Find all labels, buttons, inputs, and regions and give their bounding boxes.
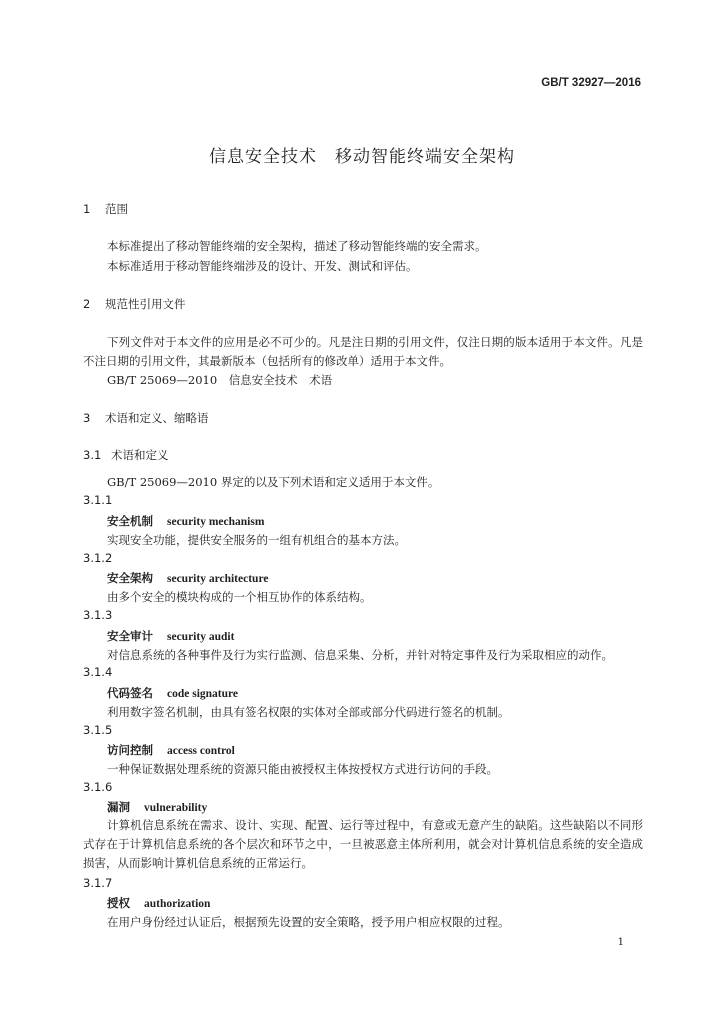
term-definition: 利用数字签名机制，由具有签名权限的实体对全部或部分代码进行签名的机制。 — [107, 705, 510, 719]
section-title: 范围 — [105, 202, 128, 216]
term-name — [107, 685, 238, 701]
term-number: 3.1.1 — [83, 493, 113, 507]
term-number: 3.1.7 — [83, 876, 113, 890]
section-title: 术语和定义 — [111, 448, 169, 462]
term-name — [107, 799, 207, 815]
document-title: 信息安全技术 移动智能终端安全架构 — [209, 147, 515, 167]
section-number: 1 — [83, 202, 91, 216]
term-definition: 在用户身份经过认证后，根据预先设置的安全策略，授予用户相应权限的过程。 — [107, 915, 510, 929]
section-2-paragraph: 下列文件对于本文件的应用是必不可少的。凡是注日期的引用文件，仅注日期的版本适用于本文件。凡是不注日期的引用文件，其最新版本（包括所有的修改单）适用于本文件。 — [83, 335, 643, 368]
term-en: vulnerability — [144, 802, 208, 814]
section-number: 3 — [83, 411, 91, 425]
term-en: security architecture — [167, 573, 269, 585]
normative-reference: GB/T 25069—2010 信息安全技术 术语 — [107, 373, 333, 387]
term-zh: 访问控制 — [107, 743, 153, 757]
term-name — [107, 895, 210, 911]
term-en: code signature — [167, 688, 239, 700]
term-zh: 授权 — [107, 896, 130, 910]
term-en: access control — [167, 745, 235, 757]
term-number: 3.1.4 — [83, 665, 113, 679]
section-3-1-heading — [83, 447, 169, 463]
term-number: 3.1.5 — [83, 723, 113, 737]
standard-number: GB/T 32927—2016 — [541, 77, 641, 89]
term-zh: 漏洞 — [107, 800, 130, 814]
term-zh: 安全机制 — [107, 514, 153, 528]
page-number: 1 — [617, 937, 624, 948]
section-1-paragraph-1: 本标准提出了移动智能终端的安全架构，描述了移动智能终端的安全需求。 — [107, 239, 487, 253]
section-1-heading — [83, 201, 128, 217]
term-zh: 代码签名 — [107, 686, 153, 700]
term-definition: 计算机信息系统在需求、设计、实现、配置、运行等过程中，有意或无意产生的缺陷。这些缺陷以不同形式存在于计算机信息系统的各个层次和环节之中，一旦被恶意主体所利用，就会对计算机信息系统的安全造成损害，从而影响计算机信息系统的正常运行。 — [83, 818, 643, 870]
term-name — [107, 742, 235, 758]
term-definition: 一种保证数据处理系统的资源只能由被授权主体按授权方式进行访问的手段。 — [107, 762, 498, 776]
term-en: security mechanism — [167, 516, 265, 528]
term-name — [107, 570, 268, 586]
section-3-heading — [83, 410, 209, 426]
term-definition: 对信息系统的各种事件及行为实行监测、信息采集、分析，并针对特定事件及行为采取相应的动作。 — [107, 648, 613, 662]
term-name — [107, 628, 234, 644]
section-2-heading — [83, 296, 186, 312]
section-1-paragraph-2: 本标准适用于移动智能终端涉及的设计、开发、测试和评估。 — [107, 259, 418, 273]
term-zh: 安全审计 — [107, 629, 153, 643]
term-en: authorization — [144, 898, 211, 910]
section-number: 2 — [83, 297, 91, 311]
term-zh: 安全架构 — [107, 571, 153, 585]
term-number: 3.1.2 — [83, 551, 113, 565]
term-definition: 由多个安全的模块构成的一个相互协作的体系结构。 — [107, 590, 372, 604]
term-number: 3.1.3 — [83, 608, 113, 622]
section-title: 规范性引用文件 — [105, 297, 186, 311]
section-title: 术语和定义、缩略语 — [105, 411, 209, 425]
term-name — [107, 513, 264, 529]
term-en: security audit — [167, 631, 235, 643]
term-definition: 实现安全功能，提供安全服务的一组有机组合的基本方法。 — [107, 533, 406, 547]
section-number: 3.1 — [83, 448, 102, 462]
term-number: 3.1.6 — [83, 780, 113, 794]
section-3-1-intro: GB/T 25069—2010 界定的以及下列术语和定义适用于本文件。 — [107, 475, 440, 489]
